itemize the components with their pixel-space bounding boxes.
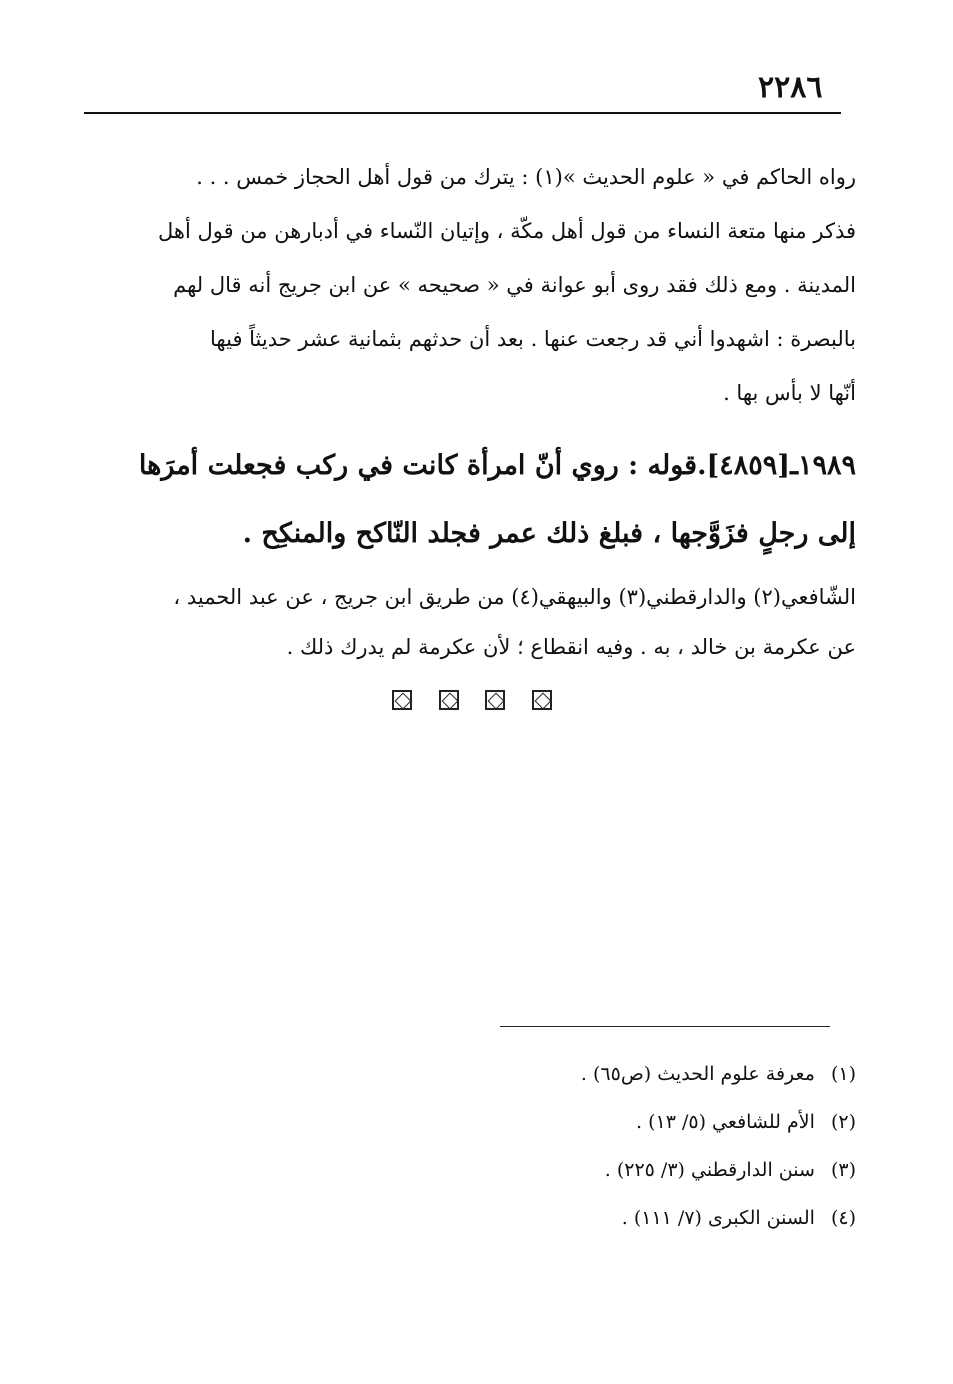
section-ornaments	[392, 690, 552, 710]
text-line: المدينة . ومع ذلك فقد روى أبو عوانة في « صحيحه » عن ابن جريج أنه قال لهم	[173, 273, 856, 297]
hadith-heading	[84, 432, 856, 568]
footnote-item	[300, 1146, 856, 1194]
footnote-item	[300, 1098, 856, 1146]
footnote-item	[300, 1194, 856, 1242]
text-line: أنّها لا بأس بها .	[723, 381, 856, 405]
text-line: رواه الحاكم في « علوم الحديث »(١) : يترك من قول أهل الحجاز خمس . . .	[196, 165, 856, 189]
footnote-number: (٤)	[830, 1207, 856, 1229]
page-number: ٢٢٨٦	[758, 70, 823, 105]
footnote-number: (٢)	[830, 1111, 856, 1133]
text-line: بالبصرة : اشهدوا أني قد رجعت عنها . بعد أن حدثهم بثمانية عشر حديثاً فيها	[210, 327, 856, 351]
footnote-text: معرفة علوم الحديث (ص٦٥) .	[580, 1063, 815, 1085]
footnote-text: سنن الدارقطني (٣/ ٢٢٥) .	[604, 1159, 815, 1181]
ornament-icon	[392, 690, 412, 710]
footnote-text: الأم للشافعي (٥/ ١٣) .	[636, 1111, 815, 1133]
footnote-text: السنن الكبرى (٧/ ١١١) .	[621, 1207, 815, 1229]
ornament-icon	[485, 690, 505, 710]
text-line: عن عكرمة بن خالد ، به . وفيه انقطاع ؛ لأن عكرمة لم يدرك ذلك .	[286, 635, 856, 659]
footnotes	[300, 1050, 856, 1242]
text-line: الشّافعي(٢) والدارقطني(٣) والبيهقي(٤) من طريق ابن جريج ، عن عبد الحميد ،	[173, 585, 856, 609]
text-line: فذكر منها متعة النساء من قول أهل مكّة ، وإتيان النّساء في أدبارهن من قول أهل	[158, 219, 856, 243]
footnote-number: (٣)	[830, 1159, 856, 1181]
ornament-icon	[439, 690, 459, 710]
hadith-line: ١٩٨٩ـ[٤٨٥٩].قوله : روي أنّ امرأة كانت في ركب فجعلت أمرَها	[138, 450, 856, 481]
commentary-paragraph-1	[84, 150, 856, 420]
footnote-rule	[500, 1026, 830, 1027]
footnote-item	[300, 1050, 856, 1098]
commentary-paragraph-2	[84, 572, 856, 672]
ornament-icon	[532, 690, 552, 710]
hadith-line: إلى رجلٍ فزَوَّجها ، فبلغ ذلك عمر فجلد النّاكح والمنكِح .	[242, 518, 856, 549]
header-rule	[84, 112, 841, 114]
footnote-number: (١)	[830, 1063, 856, 1085]
